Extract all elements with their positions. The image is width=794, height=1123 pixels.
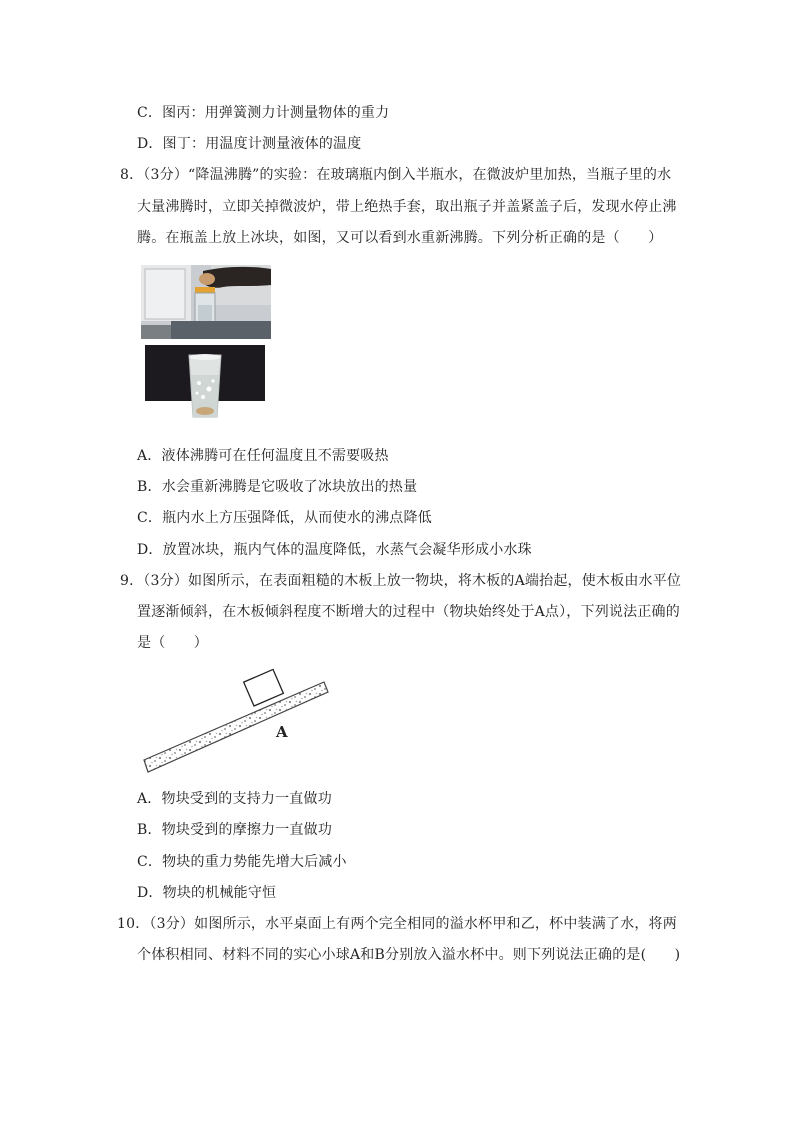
- q8-photo-ice-on-bottle: [141, 265, 271, 339]
- q9-stem-line3: 是（ ）: [137, 635, 208, 651]
- q7-option-c: C．图丙：用弹簧测力计测量物体的重力: [137, 105, 390, 121]
- q10-stem-line2: 个体积相同、材料不同的实心小球A和B分别放入溢水杯中。则下列说法正确的是( ): [137, 947, 681, 963]
- q9-option-d: D．物块的机械能守恒: [137, 885, 277, 901]
- block: [244, 669, 284, 706]
- q9-figure-label-a: A: [276, 723, 288, 741]
- q9-stem-line2: 置逐渐倾斜，在木板倾斜程度不断增大的过程中（物块始终处于A点），下列说法正确的: [137, 604, 680, 620]
- q8-option-d: D．放置冰块，瓶内气体的温度降低，水蒸气会凝华形成小水珠: [137, 542, 532, 558]
- q10-stem-line1: 10．（3分）如图所示，水平桌面上有两个完全相同的溢水杯甲和乙，杯中装满了水，将两: [117, 916, 677, 932]
- q9-incline-figure: [138, 660, 338, 780]
- q9-option-b: B．物块受到的摩擦力一直做功: [137, 822, 333, 838]
- q8-stem-line3: 腾。在瓶盖上放上冰块，如图，又可以看到水重新沸腾。下列分析正确的是（ ）: [137, 230, 663, 246]
- q9-option-c: C．物块的重力势能先增大后减小: [137, 854, 347, 870]
- q9-stem-line1: 9．（3分）如图所示，在表面粗糙的木板上放一物块，将木板的A端抬起，使木板由水平位: [120, 573, 682, 589]
- q8-option-b: B．水会重新沸腾是它吸收了冰块放出的热量: [137, 479, 418, 495]
- q8-option-c: C．瓶内水上方压强降低，从而使水的沸点降低: [137, 510, 432, 526]
- q8-stem-line2: 大量沸腾时，立即关掉微波炉，带上绝热手套，取出瓶子并盖紧盖子后，发现水停止沸: [137, 199, 677, 215]
- q9-option-a: A．物块受到的支持力一直做功: [137, 791, 332, 807]
- q8-option-a: A．液体沸腾可在任何温度且不需要吸热: [137, 448, 389, 464]
- q7-option-d: D．图丁：用温度计测量液体的温度: [137, 136, 362, 152]
- incline-board: [144, 682, 328, 772]
- q8-photo-glass-boiling: [145, 345, 265, 425]
- q8-stem-line1: 8．（3分）“降温沸腾”的实验：在玻璃瓶内倒入半瓶水，在微波炉里加热，当瓶子里的水: [120, 167, 672, 183]
